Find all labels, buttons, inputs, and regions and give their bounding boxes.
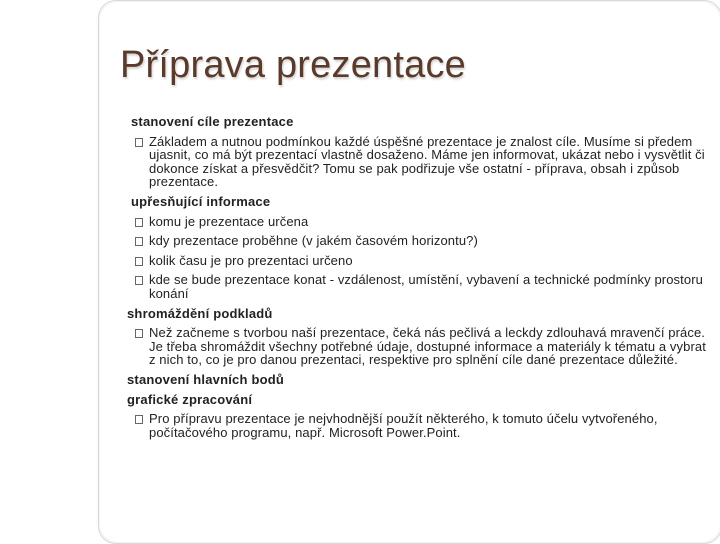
list-item <box>127 273 707 300</box>
checkbox-square-icon <box>135 276 143 285</box>
checkbox-square-icon <box>135 415 143 424</box>
checkbox-square-icon <box>135 138 143 147</box>
list-item <box>127 234 707 248</box>
checkbox-square-icon <box>135 329 143 338</box>
section-heading-main-points: stanovení hlavních bodů <box>127 371 285 387</box>
list-item-text: kolik času je pro prezentaci určeno <box>149 252 353 268</box>
list-item-text: kde se bude prezentace konat - vzdálenost, umístění, vybavení a technické podmínky prostoru konání <box>149 272 703 301</box>
page-title: Příprava prezentace <box>120 44 466 86</box>
list-item-text: komu je prezentace určena <box>149 213 309 229</box>
list-item <box>127 215 707 229</box>
list-item <box>127 254 707 268</box>
list-item-text: Pro přípravu prezentace je nejvhodnější použít některého, k tomuto účelu vytvořeného, počítačového programu, např. Microsoft Power.Point. <box>149 411 658 440</box>
list-item-text: kdy prezentace proběhne (v jakém časovém horizontu?) <box>149 233 478 249</box>
list-item <box>127 135 707 189</box>
checkbox-square-icon <box>135 237 143 246</box>
section-heading-info: upřesňující informace <box>131 193 271 209</box>
list-item <box>127 412 707 439</box>
list-item <box>127 326 707 367</box>
section-heading-materials: shromáždění podkladů <box>127 305 273 321</box>
checkbox-square-icon <box>135 218 143 227</box>
list-item-text: Než začneme s tvorbou naší prezentace, čeká nás pečlivá a leckdy zdlouhavá mravenčí práce. Je třeba shromáždit všechny potřebné údaje, dostupné informace a materiály k tématu a vybrat z nich to, co je pro danou prezentaci, respektive pro splnění cíle dané prezentace důležité. <box>149 325 706 368</box>
list-item-text: Základem a nutnou podmínkou každé úspěšné prezentace je znalost cíle. Musíme si předem ujasnit, co má být prezentací vlastně dosaženo. Máme jen informovat, ukázat nebo i vysvětlit či dokonce získat a přesvědčit? Tomu se pak podřizuje vše ostatní - příprava, obsah i způsob prezentace. <box>149 133 705 190</box>
slide-content <box>127 115 707 445</box>
checkbox-square-icon <box>135 257 143 266</box>
section-heading-goal: stanovení cíle prezentace <box>131 114 294 129</box>
section-heading-graphics: grafické zpracování <box>127 391 253 407</box>
